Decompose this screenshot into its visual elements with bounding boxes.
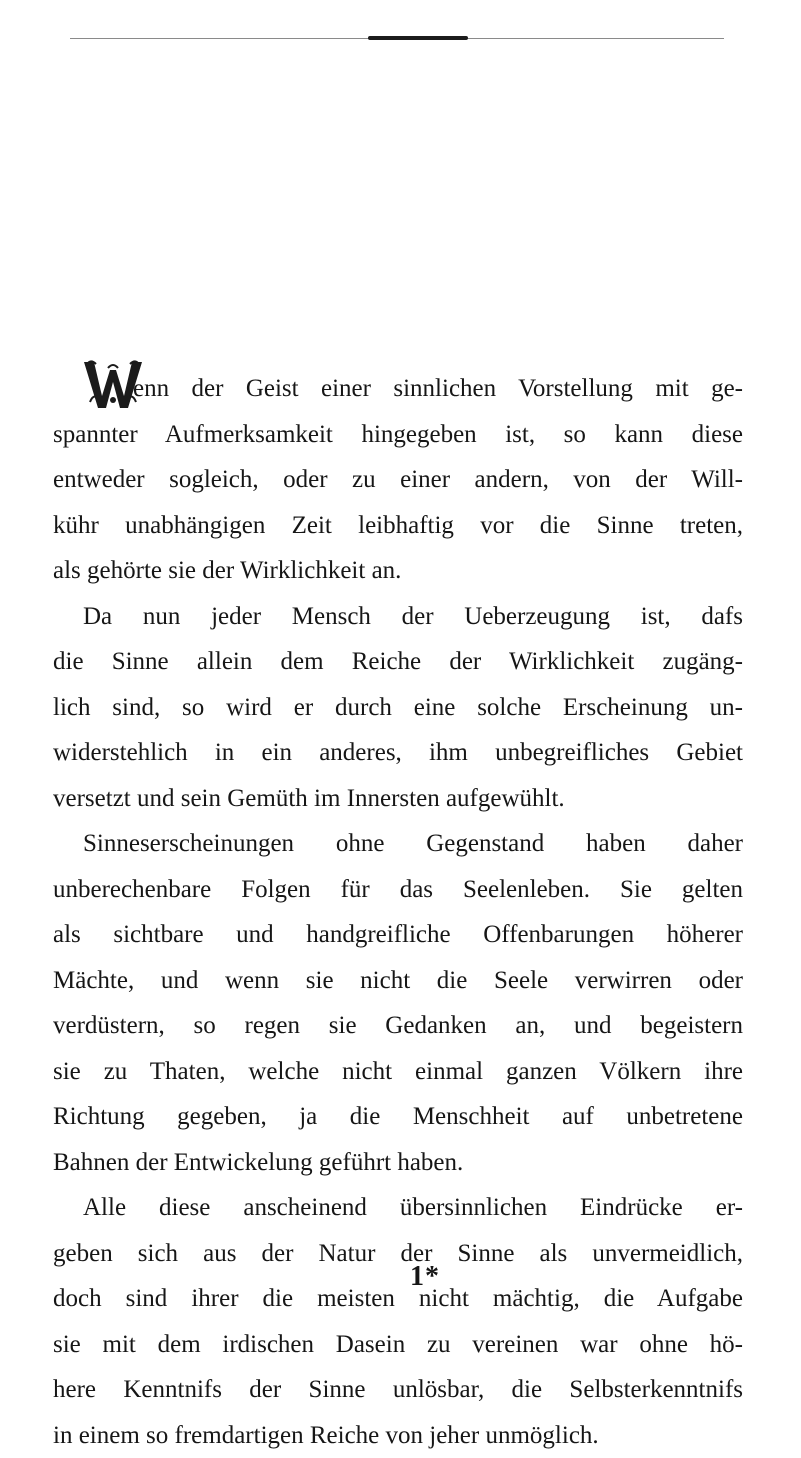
text-line: als gehörte sie der Wirklichkeit an. [53, 548, 743, 594]
text-line: Da nun jeder Mensch der Ueberzeugung ist, dafs [53, 594, 743, 640]
text-line: versetzt und sein Gemüth im Innersten aufgewühlt. [53, 776, 743, 822]
text-line: Sinneserscheinungen ohne Gegenstand haben daher [53, 821, 743, 867]
text-line: in einem so fremdartigen Reiche von jeher unmöglich. [53, 1413, 743, 1458]
text-line: Mächte, und wenn sie nicht die Seele verwirren oder [53, 958, 743, 1004]
body-text [53, 366, 743, 1458]
text-line: lich sind, so wird er durch eine solche Erscheinung un- [53, 685, 743, 731]
text-line: verdüstern, so regen sie Gedanken an, und begeistern [53, 1003, 743, 1049]
text-line: spannter Aufmerksamkeit hingegeben ist, so kann diese [53, 412, 743, 458]
text-line: die Sinne allein dem Reiche der Wirklichkeit zugäng- [53, 639, 743, 685]
text-line: sie mit dem irdischen Dasein zu vereinen war ohne hö- [53, 1322, 743, 1368]
text-line: Richtung gegeben, ja die Menschheit auf unbetretene [53, 1094, 743, 1140]
header-ornament [368, 36, 468, 40]
text-line: als sichtbare und handgreifliche Offenbarungen höherer [53, 912, 743, 958]
text-line: unberechenbare Folgen für das Seelenleben. Sie gelten [53, 867, 743, 913]
text-line: Bahnen der Entwickelung geführt haben. [53, 1140, 743, 1186]
text-line: geben sich aus der Natur der Sinne als unvermeidlich, [53, 1231, 743, 1277]
text-line: sie zu Thaten, welche nicht einmal ganzen Völkern ihre [53, 1049, 743, 1095]
text-line: doch sind ihrer die meisten nicht mächtig, die Aufgabe [53, 1276, 743, 1322]
text-line: here Kenntnifs der Sinne unlösbar, die Selbsterkenntnifs [53, 1367, 743, 1413]
text-line: entweder sogleich, oder zu einer andern, von der Will- [53, 457, 743, 503]
signature-mark: 1* [410, 1261, 440, 1293]
text-line: kühr unabhängigen Zeit leibhaftig vor die Sinne treten, [53, 503, 743, 549]
text-line: widerstehlich in ein anderes, ihm unbegreifliches Gebiet [53, 730, 743, 776]
text-line: Alle diese anscheinend übersinnlichen Eindrücke er- [53, 1185, 743, 1231]
text-line: enn der Geist einer sinnlichen Vorstellung mit ge- [53, 366, 743, 412]
